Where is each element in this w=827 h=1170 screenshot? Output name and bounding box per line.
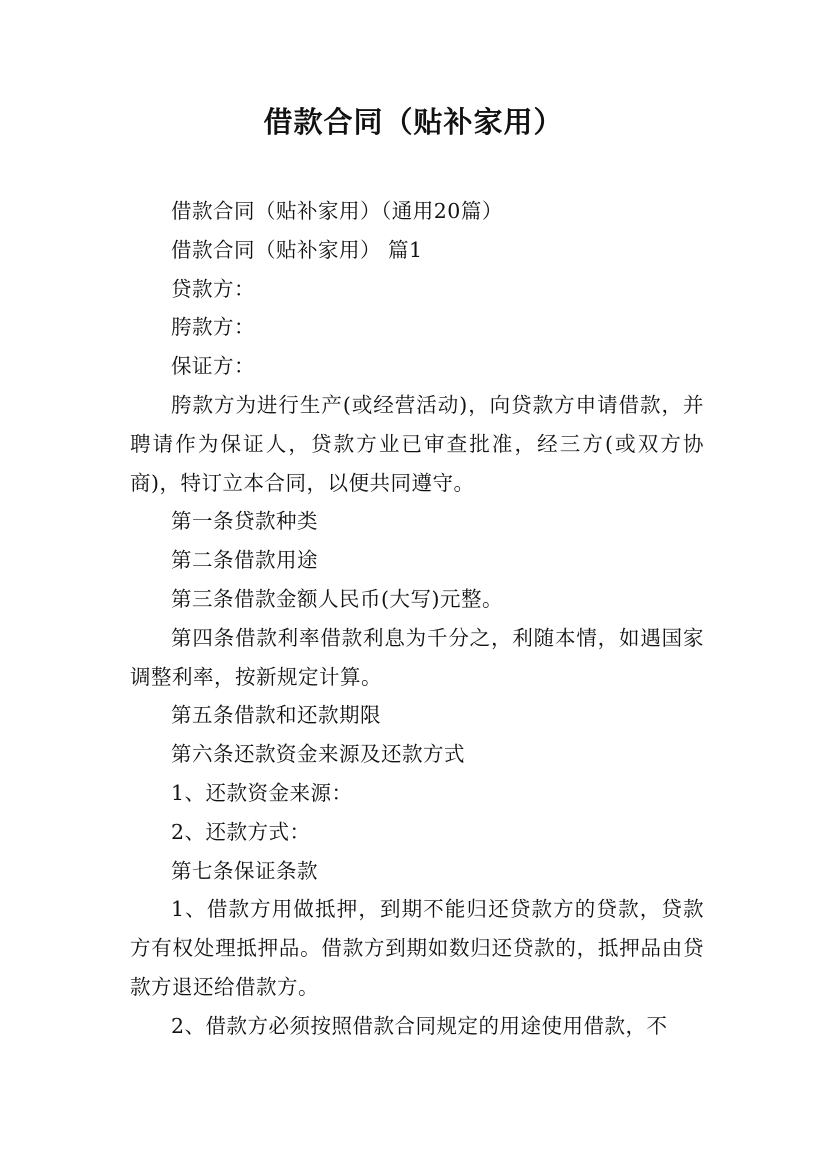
article-7-item-2: 2、借款方必须按照借款合同规定的用途使用借款，不: [171, 1013, 668, 1038]
article-6-item-2: 2、还款方式：: [171, 819, 311, 844]
subtitle-line: 借款合同（贴补家用）（通用20篇）: [171, 199, 503, 223]
party-guarantor: 保证方：: [171, 354, 255, 379]
preamble-paragraph: 胯款方为进行生产(或经营活动)，向贷款方申请借款，并聘请作为保证人，贷款方业已审查批准，经三方(或双方协商)，特订立本合同，以便共同遵守。: [130, 392, 704, 495]
article-1: 第一条贷款种类: [171, 509, 318, 534]
article-7: 第七条保证条款: [171, 858, 318, 883]
party-lender: 贷款方：: [171, 276, 255, 301]
party-borrower: 胯款方：: [171, 315, 255, 340]
article-3: 第三条借款金额人民币(大写)元整。: [171, 586, 503, 611]
document-body: [130, 192, 704, 1046]
section-heading: 借款合同（贴补家用） 篇1: [171, 237, 423, 262]
article-5: 第五条借款和还款期限: [171, 703, 381, 728]
article-7-item-1: 1、借款方用做抵押，到期不能归还贷款方的贷款，贷款方有权处理抵押品。借款方到期如数归还贷款的，抵押品由贷款方退还给借款方。: [130, 897, 704, 999]
article-6: 第六条还款资金来源及还款方式: [171, 742, 465, 767]
article-6-item-1: 1、还款资金来源：: [171, 780, 353, 805]
article-2: 第二条借款用途: [171, 548, 318, 573]
article-4: 第四条借款利率借款利息为千分之，利随本情，如遇国家调整利率，按新规定计算。: [130, 625, 704, 689]
document-title: 借款合同（贴补家用）: [263, 105, 564, 139]
